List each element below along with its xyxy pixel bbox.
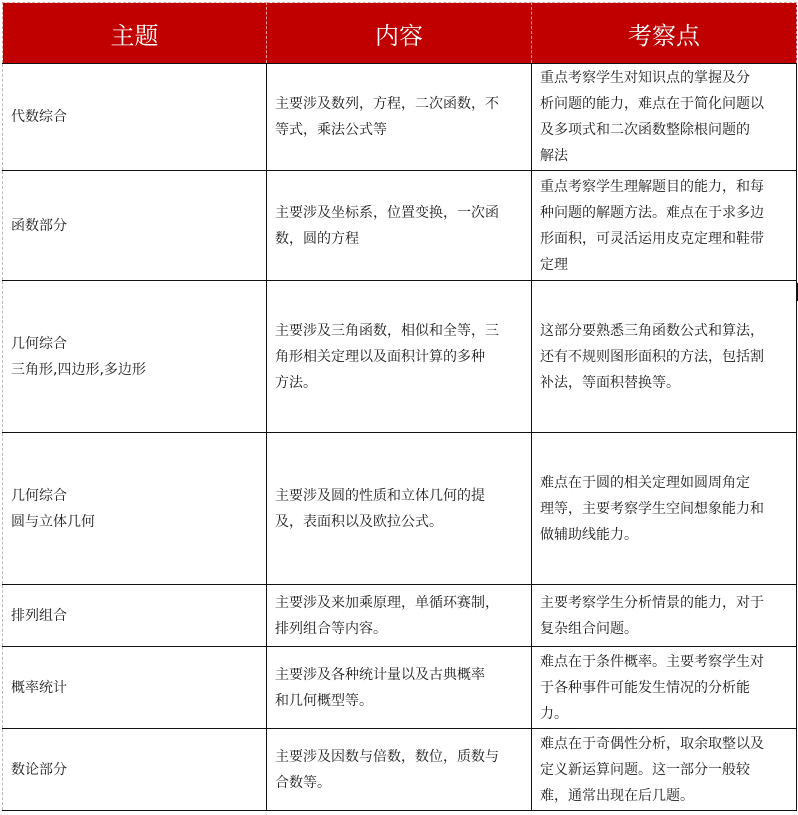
focus-cell: 重点考察学生对知识点的掌握及分 析问题的能力，难点在于简化问题以 及多项式和二次函数整除根问题的 解法 — [532, 64, 797, 171]
content-cell: 主要涉及来加乘原理，单循环赛制， 排列组合等内容。 — [267, 585, 532, 647]
topic-cell: 几何综合 三角形,四边形,多边形 — [3, 281, 267, 433]
header-content: 内容 — [267, 3, 532, 64]
topic-cell: 数论部分 — [3, 729, 267, 811]
table-row — [3, 281, 797, 433]
content-cell: 主要涉及坐标系，位置变换，一次函 数，圆的方程 — [267, 171, 532, 281]
table-row — [3, 647, 797, 729]
content-cell: 主要涉及各种统计量以及古典概率 和几何概型等。 — [267, 647, 532, 729]
table-row — [3, 433, 797, 585]
content-cell: 主要涉及数列，方程，二次函数，不 等式，乘法公式等 — [267, 64, 532, 171]
topic-cell: 代数综合 — [3, 64, 267, 171]
table-row — [3, 729, 797, 811]
focus-cell: 重点考察学生理解题目的能力，和每 种问题的解题方法。难点在于求多边 形面积，可灵活运用皮克定理和鞋带 定理 — [532, 171, 797, 281]
header-row — [3, 3, 797, 64]
header-topic: 主题 — [3, 3, 267, 64]
topic-cell: 概率统计 — [3, 647, 267, 729]
topic-cell: 排列组合 — [3, 585, 267, 647]
topic-cell: 函数部分 — [3, 171, 267, 281]
focus-cell: 难点在于奇偶性分析，取余取整以及 定义新运算问题。这一部分一般较 难，通常出现在后几题。 — [532, 729, 797, 811]
header-focus: 考察点 — [532, 3, 797, 64]
topic-cell: 几何综合 圆与立体几何 — [3, 433, 267, 585]
content-cell: 主要涉及圆的性质和立体几何的提 及，表面积以及欧拉公式。 — [267, 433, 532, 585]
table-row — [3, 171, 797, 281]
exam-topics-table — [2, 2, 797, 811]
focus-cell: 主要考察学生分析情景的能力，对于 复杂组合问题。 — [532, 585, 797, 647]
content-cell: 主要涉及因数与倍数，数位，质数与 合数等。 — [267, 729, 532, 811]
table-row — [3, 585, 797, 647]
focus-cell: 这部分要熟悉三角函数公式和算法， 还有不规则图形面积的方法，包括割 补法，等面积替换等。 — [532, 281, 797, 433]
content-cell: 主要涉及三角函数，相似和全等，三 角形相关定理以及面积计算的多种 方法。 — [267, 281, 532, 433]
table-row — [3, 64, 797, 171]
focus-cell: 难点在于圆的相关定理如圆周角定 理等，主要考察学生空间想象能力和 做辅助线能力。 — [532, 433, 797, 585]
focus-cell: 难点在于条件概率。主要考察学生对 于各种事件可能发生情况的分析能 力。 — [532, 647, 797, 729]
